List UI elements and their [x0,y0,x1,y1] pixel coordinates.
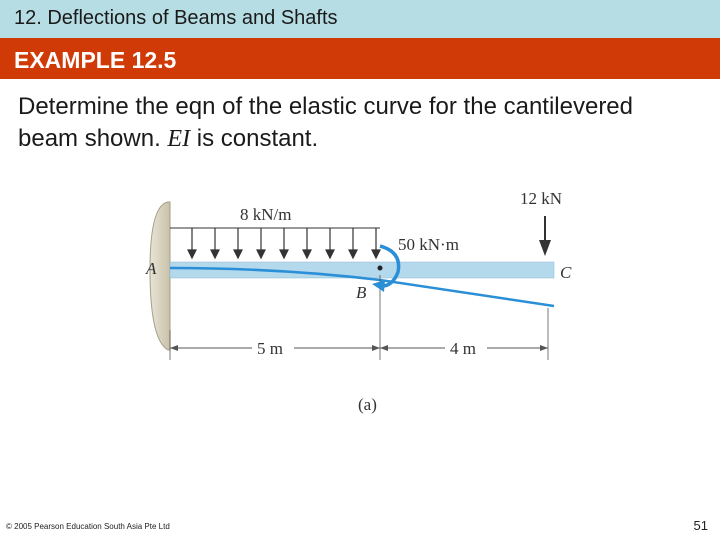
slide-header-title: 12. Deflections of Beams and Shafts [14,7,338,29]
distributed-load-arrows [188,228,380,258]
dim-ab-label: 5 m [257,339,283,358]
copyright-notice: © 2005 Pearson Education South Asia Pte Ltd [6,522,170,531]
point-b-marker [378,266,383,271]
dim-arrow-a [170,345,178,351]
page-number: 51 [693,518,708,533]
example-title: EXAMPLE 12.5 [14,47,177,73]
dim-arrow-c [540,345,548,351]
dim-bc-label: 4 m [450,339,476,358]
distributed-load-label: 8 kN/m [240,205,292,224]
couple-moment-arrowhead [372,280,385,292]
dim-arrow-b-right [380,345,388,351]
beam-diagram [140,180,590,420]
point-load-label: 12 kN [520,189,563,208]
point-load-arrowhead [539,240,551,256]
moment-label: 50 kN·m [398,235,459,254]
point-a-label: A [146,259,157,278]
problem-text-ei: EI [167,126,191,152]
problem-text-start: Determine the eqn of the elastic curve for the cantilevered beam shown. [18,93,633,152]
problem-statement [18,91,658,155]
point-b-label: B [356,283,367,302]
dim-arrow-b-left [372,345,380,351]
figure-caption: (a) [358,395,377,414]
problem-text-end: is constant. [190,125,319,152]
point-c-label: C [560,263,572,282]
